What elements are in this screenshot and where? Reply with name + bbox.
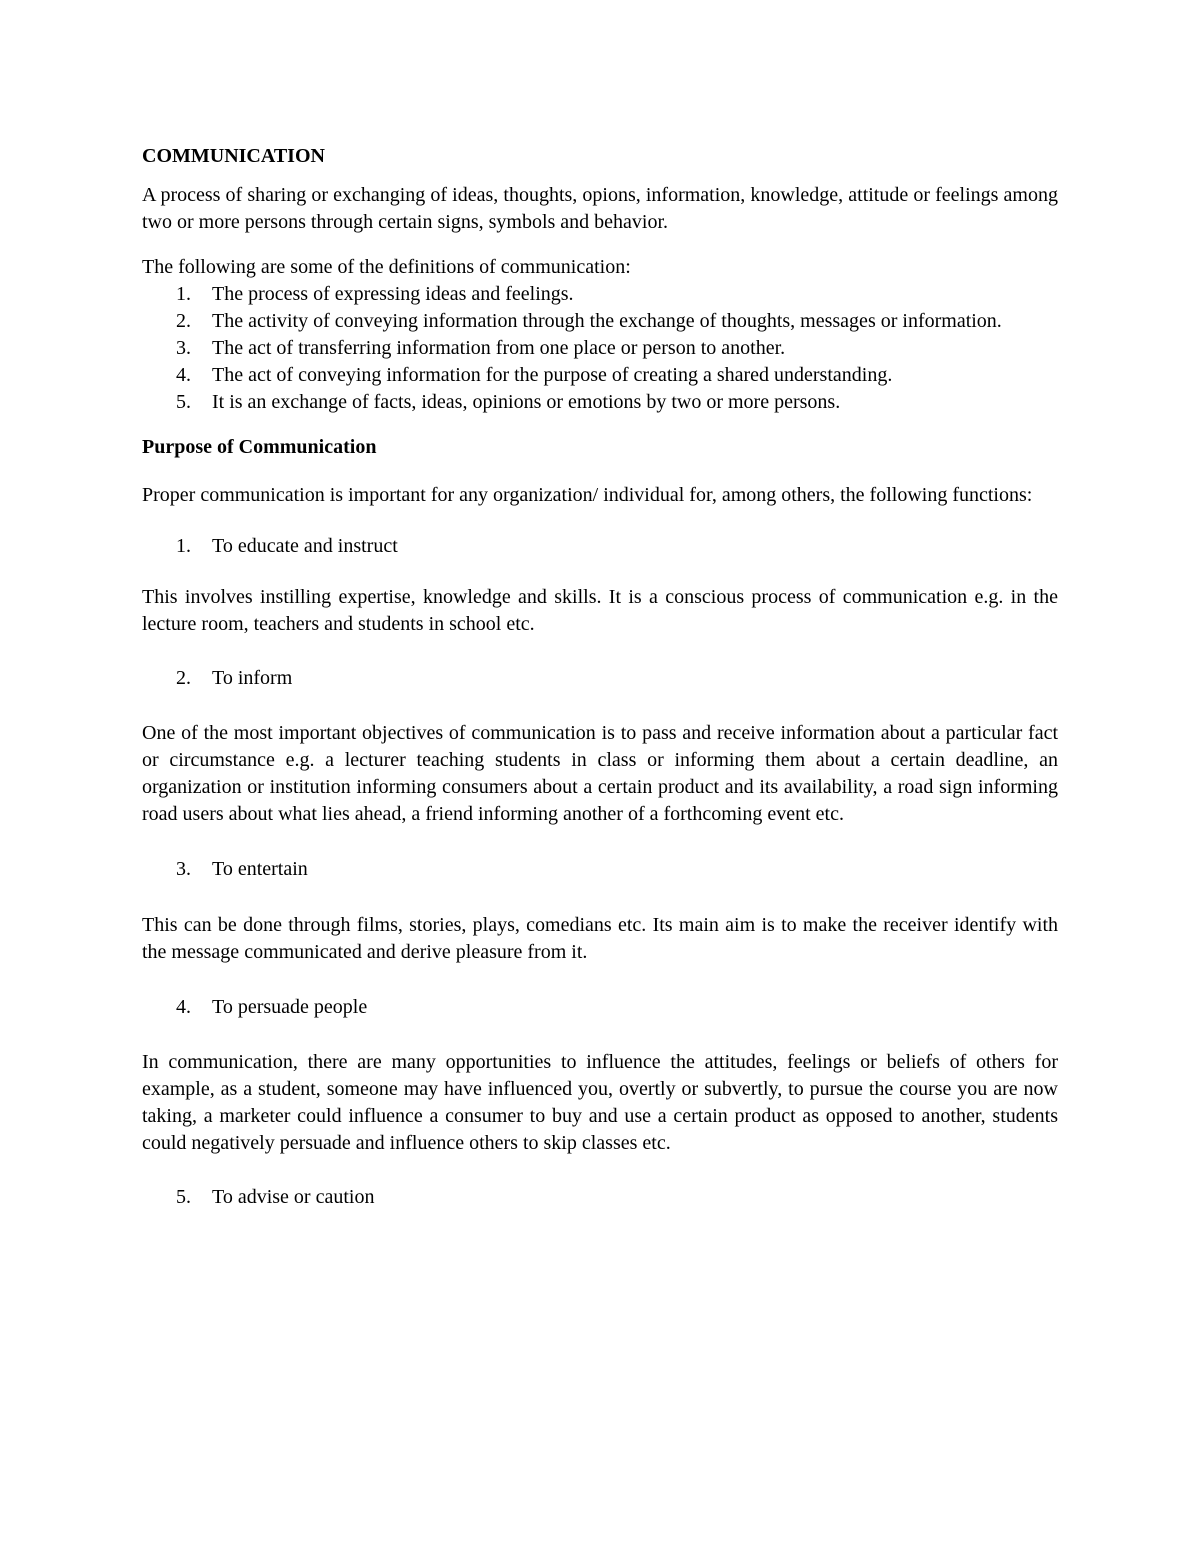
function-number: 1. xyxy=(176,535,191,557)
function-title: To entertain xyxy=(212,858,308,880)
function-number: 2. xyxy=(176,667,191,689)
definition-text: It is an exchange of facts, ideas, opinions or emotions by two or more persons. xyxy=(212,391,841,413)
function-body: One of the most important objectives of communication is to pass and receive information about a particular fact or circumstance e.g. a lecturer teaching students in class or informing them about a certain deadline, an organization or institution informing consumers about a certain product and its availability, a road sign informing road users about what lies ahead, a friend informing another of a forthcoming event etc. xyxy=(142,722,1058,825)
definition-text: The process of expressing ideas and feelings. xyxy=(212,283,574,305)
function-item xyxy=(142,1184,1058,1211)
purpose-heading: Purpose of Communication xyxy=(142,436,377,458)
definition-number: 2. xyxy=(176,310,191,332)
document-title: COMMUNICATION xyxy=(142,145,325,167)
function-title: To persuade people xyxy=(212,996,368,1018)
definitions-list xyxy=(142,281,1058,416)
definitions-lead: The following are some of the definitions of communication: xyxy=(142,256,631,278)
definition-text: The activity of conveying information through the exchange of thoughts, messages or information. xyxy=(212,310,1002,332)
function-title: To educate and instruct xyxy=(212,535,398,557)
definition-item xyxy=(142,281,1058,308)
document-page xyxy=(142,141,1058,1211)
definition-number: 4. xyxy=(176,364,191,386)
definition-item xyxy=(142,308,1058,335)
definition-number: 5. xyxy=(176,391,191,413)
function-body: This can be done through films, stories, plays, comedians etc. Its main aim is to make the receiver identify with the message communicated and derive pleasure from it. xyxy=(142,914,1058,963)
definition-item xyxy=(142,362,1058,389)
definition-item xyxy=(142,389,1058,416)
function-item xyxy=(142,856,1058,883)
function-title: To inform xyxy=(212,667,293,689)
function-body: In communication, there are many opportunities to influence the attitudes, feelings or beliefs of others for example, as a student, someone may have influenced you, overtly or subvertly, to pursue the course you are now taking, a marketer could influence a consumer to buy and use a certain product as opposed to another, students could negatively persuade and influence others to skip classes etc. xyxy=(142,1051,1058,1154)
definition-number: 1. xyxy=(176,283,191,305)
function-item xyxy=(142,994,1058,1021)
definition-text: The act of conveying information for the purpose of creating a shared understanding. xyxy=(212,364,893,386)
function-number: 4. xyxy=(176,996,191,1018)
function-item xyxy=(142,665,1058,692)
function-item xyxy=(142,533,1058,560)
definition-text: The act of transferring information from one place or person to another. xyxy=(212,337,786,359)
purpose-intro: Proper communication is important for any organization/ individual for, among others, the following functions: xyxy=(142,484,1033,506)
function-title: To advise or caution xyxy=(212,1186,375,1208)
function-number: 3. xyxy=(176,858,191,880)
definition-item xyxy=(142,335,1058,362)
function-body: This involves instilling expertise, knowledge and skills. It is a conscious process of communication e.g. in the lecture room, teachers and students in school etc. xyxy=(142,586,1058,635)
intro-paragraph: A process of sharing or exchanging of ideas, thoughts, opions, information, knowledge, attitude or feelings among two or more persons through certain signs, symbols and behavior. xyxy=(142,184,1058,233)
definition-number: 3. xyxy=(176,337,191,359)
function-number: 5. xyxy=(176,1186,191,1208)
